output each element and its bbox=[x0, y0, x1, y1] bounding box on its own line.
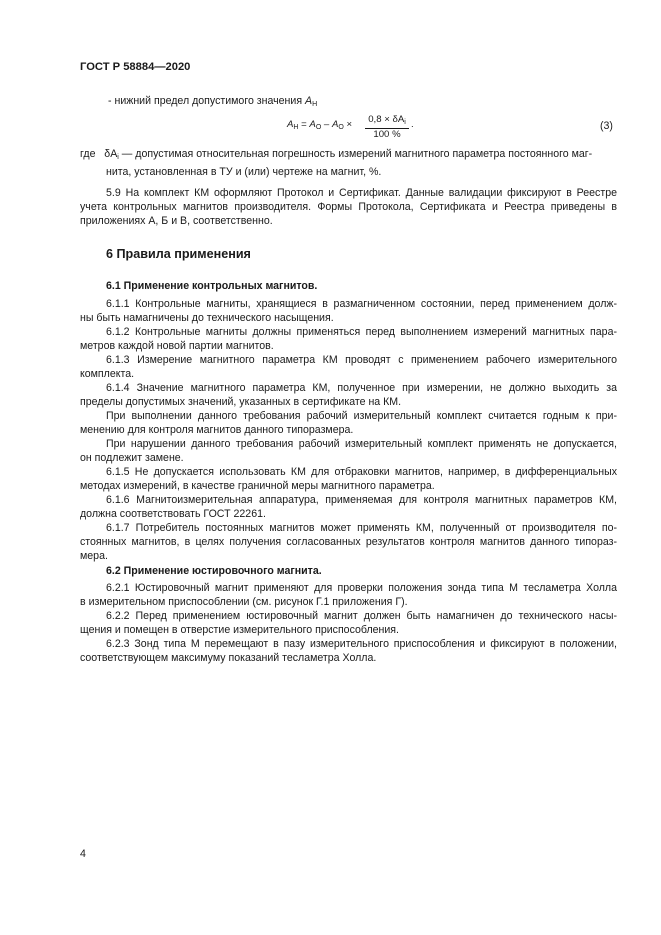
formula-op: = bbox=[298, 119, 310, 130]
text-line: соответствующем максимуму показаний тесламетра Холла. bbox=[80, 652, 377, 664]
text-line: 5.9 На комплект КМ оформляют Протокол и Сертификат. Данные валидации фиксируют в Реестре bbox=[106, 187, 617, 199]
fraction-denominator: 100 % bbox=[373, 129, 401, 140]
text-line: учета контрольных магнитов производителя. Формы Протокола, Сертификата и Реестра приведены в bbox=[80, 201, 617, 213]
paragraph-5-9 bbox=[80, 186, 617, 228]
text-line: мера. bbox=[80, 550, 108, 562]
section-6-2-body bbox=[80, 581, 617, 665]
numerator-sub: i bbox=[404, 119, 406, 126]
text-line: в измерительном приспособлении (см. рисунок Г.1 приложения Г). bbox=[80, 596, 408, 608]
where-sub: i bbox=[117, 154, 119, 161]
numerator-text: 0,8 × δA bbox=[368, 114, 405, 125]
text-line: приложениях А, Б и В, соответственно. bbox=[80, 215, 273, 227]
where-line-1 bbox=[80, 147, 620, 165]
formula-op: – bbox=[321, 119, 332, 130]
section-6-1-body bbox=[80, 297, 617, 563]
text-line: метров каждой новой партии магнитов. bbox=[80, 340, 274, 352]
text-line: стоянных магнитов, в целях получения согласованных результатов контроля магнитов данного типораз- bbox=[80, 536, 617, 548]
text-line: При нарушении данного требования рабочий измерительный комплект применять не допускается, bbox=[106, 438, 617, 450]
text-line: щения и помещен в отверстие измерительного приспособления. bbox=[80, 624, 399, 636]
formula-sub: Н bbox=[293, 124, 299, 131]
text-line: 6.1.4 Значение магнитного параметра КМ, полученное при измерении, не должно выходить за bbox=[106, 382, 617, 394]
subsection-title-6-2: 6.2 Применение юстировочного магнита. bbox=[106, 565, 322, 577]
subsection-title-6-1: 6.1 Применение контрольных магнитов. bbox=[106, 280, 318, 292]
formula-var: A bbox=[309, 119, 316, 130]
formula-op: × bbox=[343, 119, 355, 130]
page-number: 4 bbox=[80, 848, 86, 860]
text-line: 6.1.6 Магнитоизмерительная аппаратура, применяемая для контроля магнитных параметров КМ, bbox=[106, 494, 617, 506]
formula-var: A bbox=[331, 119, 339, 130]
text-line: методах измерений, в качестве граничной меры магнитного параметра. bbox=[80, 480, 435, 492]
text-line: должна соответствовать ГОСТ 22261. bbox=[80, 508, 266, 520]
text-line: он подлежит замене. bbox=[80, 452, 184, 464]
where-text: — допустимая относительная погрешность измерений магнитного параметра постоянного маг- bbox=[118, 148, 593, 160]
bullet-lower-limit bbox=[108, 94, 317, 112]
text-line: комплекта. bbox=[80, 368, 135, 380]
where-clause bbox=[80, 147, 620, 179]
where-lead: где δA bbox=[80, 148, 118, 160]
formula-lhs bbox=[287, 118, 355, 135]
formula-sub: O bbox=[315, 124, 322, 131]
where-line-2: нита, установленная в ТУ и (или) чертеже на магнит, %. bbox=[106, 166, 382, 178]
text-line: 6.1.1 Контрольные магниты, хранящиеся в размагниченном состоянии, перед применением долж- bbox=[106, 298, 617, 310]
text-line: ны быть намагничены до технического насыщения. bbox=[80, 312, 334, 324]
formula-3 bbox=[0, 114, 661, 144]
var-a: A bbox=[305, 95, 313, 107]
fraction-numerator bbox=[363, 114, 411, 128]
text-line: При выполнении данного требования рабочий измерительный комплект считается годным к при- bbox=[106, 410, 617, 422]
text-line: 6.1.5 Не допускается использовать КМ для отбраковки магнитов, например, в дифференциальных bbox=[106, 466, 617, 478]
text-line: 6.1.2 Контрольные магниты должны применяться перед выполнением измерений магнитных пара- bbox=[106, 326, 617, 338]
equation-number: (3) bbox=[600, 120, 613, 132]
text-line: 6.2.2 Перед применением юстировочный магнит должен быть намагничен до технического насы- bbox=[106, 610, 617, 622]
document-header: ГОСТ Р 58884—2020 bbox=[80, 61, 191, 73]
formula-fraction bbox=[363, 114, 411, 140]
bullet-text: - нижний предел допустимого значения bbox=[108, 95, 306, 107]
text-line: 6.1.3 Измерение магнитного параметра КМ проводят с применением рабочего измерительного bbox=[106, 354, 617, 366]
formula-end: . bbox=[411, 119, 414, 130]
text-line: 6.2.3 Зонд типа М перемещают в пазу измерительного приспособления и фиксируют в положении, bbox=[106, 638, 617, 650]
var-sub: Н bbox=[312, 101, 318, 108]
text-line: 6.1.7 Потребитель постоянных магнитов может применять КМ, полученный от производителя по- bbox=[106, 522, 617, 534]
section-title-6: 6 Правила применения bbox=[106, 247, 251, 261]
formula-var: A bbox=[287, 119, 294, 130]
formula-sub: O bbox=[338, 124, 344, 131]
text-line: менению для контроля магнитов данного типоразмера. bbox=[80, 424, 354, 436]
text-line: 6.2.1 Юстировочный магнит применяют для проверки положения зонда типа М тесламетра Холла bbox=[106, 582, 617, 594]
text-line: пределы допустимых значений, указанных в сертификате на КМ. bbox=[80, 396, 402, 408]
